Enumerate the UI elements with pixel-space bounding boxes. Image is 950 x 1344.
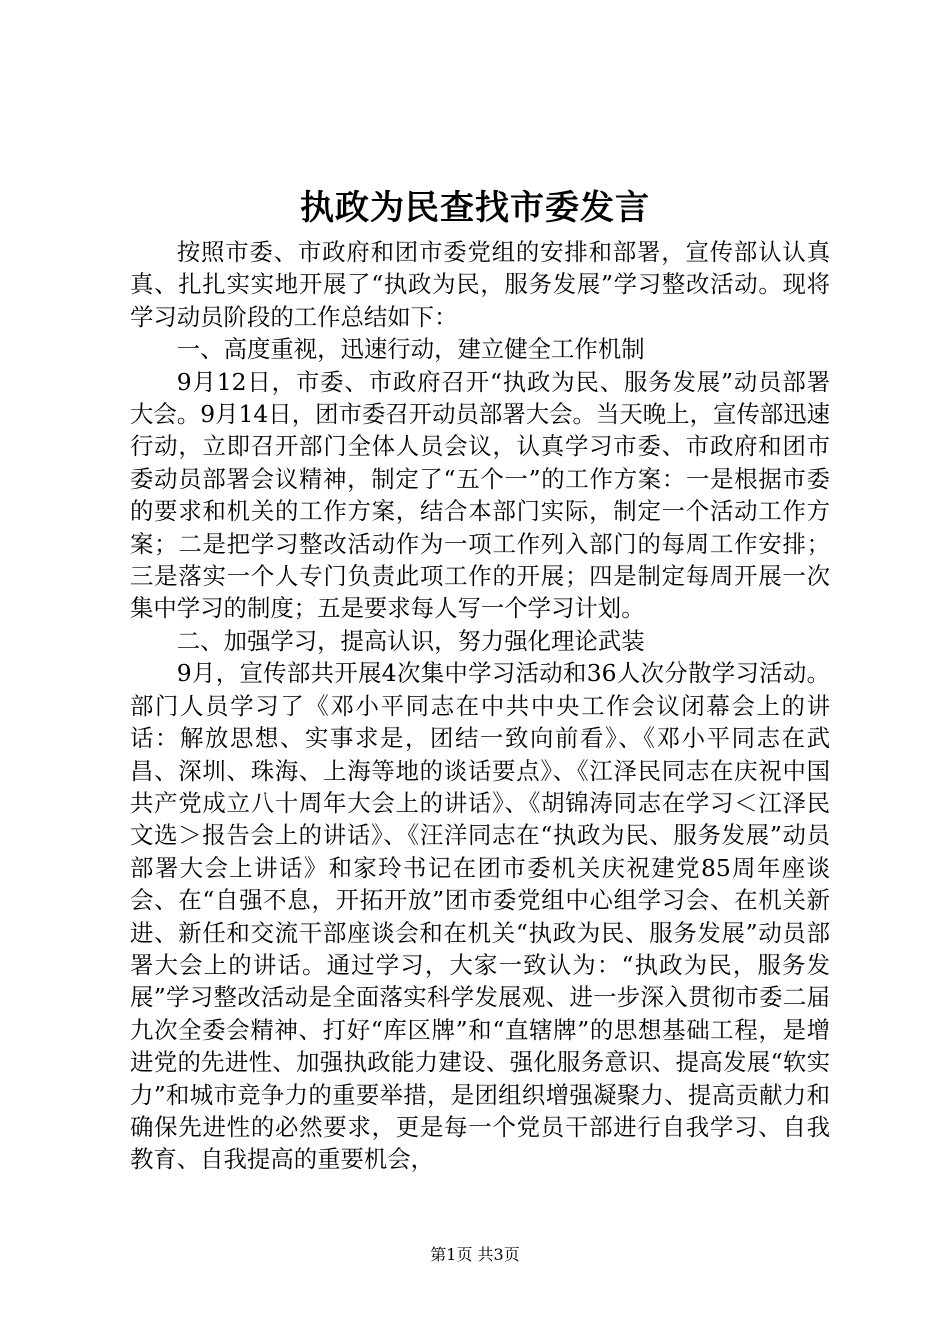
page-footer: 第1页 共3页	[430, 1245, 520, 1264]
paragraph-section-2: 9月，宣传部共开展4次集中学习活动和36人次分散学习活动。部门人员学习了《邓小平同志在中共中央工作会议闭幕会上的讲话：解放思想、实事求是，团结一致向前看》、《邓小平同志在武昌、深圳、珠海、上海等地的谈话要点》、《江泽民同志在庆祝中国共产党成立八十周年大会上的讲话》、《胡锦涛同志在学习＜江泽民文选＞报告会上的讲话》、《汪洋同志在“执政为民、服务发展”动员部署大会上讲话》和家玲书记在团市委机关庆祝建党85周年座谈会、在“自强不息，开拓开放”团市委党组中心组学习会、在机关新进、新任和交流干部座谈会和在机关“执政为民、服务发展”动员部署大会上的讲话。通过学习，大家一致认为：“执政为民，服务发展”学习整改活动是全面落实科学发展观、进一步深入贯彻市委二届九次全委会精神、打好“库区牌”和“直辖牌”的思想基础工程，是增进党的先进性、加强执政能力建设、强化服务意识、提高发展“软实力”和城市竞争力的重要举措，是团组织增强凝聚力、提高贡献力和确保先进性的必然要求，更是每一个党员干部进行自我学习、自我教育、自我提高的重要机会，	[130, 659, 830, 1174]
section-heading-2: 二、加强学习，提高认识，努力强化理论武装	[176, 626, 645, 655]
paragraph-intro: 按照市委、市政府和团市委党组的安排和部署，宣传部认认真真、扎扎实实地开展了“执政为民，服务发展”学习整改活动。现将学习动员阶段的工作总结如下：	[130, 238, 830, 331]
section-heading-1: 一、高度重视，迅速行动，建立健全工作机制	[176, 335, 645, 364]
document-body	[130, 236, 830, 1176]
paragraph-section-1: 9月12日，市委、市政府召开“执政为民、服务发展”动员部署大会。9月14日，团市委召开动员部署大会。当天晚上，宣传部迅速行动，立即召开部门全体人员会议，认真学习市委、市政府和团市委动员部署会议精神，制定了“五个一”的工作方案：一是根据市委的要求和机关的工作方案，结合本部门实际，制定一个活动工作方案；二是把学习整改活动作为一项工作列入部门的每周工作安排；三是落实一个人专门负责此项工作的开展；四是制定每周开展一次集中学习的制度；五是要求每人写一个学习计划。	[130, 367, 830, 623]
document-title: 执政为民查找市委发言	[300, 188, 650, 228]
